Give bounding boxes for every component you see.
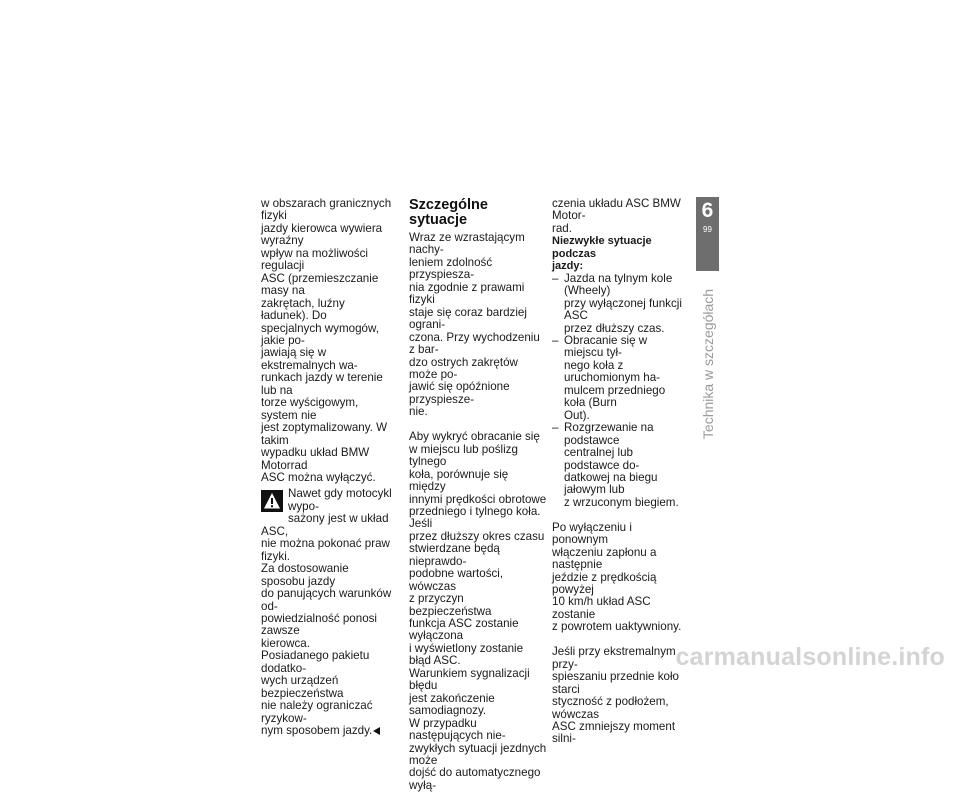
dash-marker: – xyxy=(552,271,559,285)
dash-marker: – xyxy=(552,421,559,435)
text-line: przedniego i tylnego koła. Jeśli xyxy=(409,504,541,531)
paragraph-gap xyxy=(552,509,689,521)
text-line: wpływ na możliwości regulacji xyxy=(261,246,368,273)
situation-list xyxy=(552,273,689,510)
text-line: Jazda na tylnym kole (Wheely) xyxy=(564,271,673,298)
text-line: w miejscu lub poślizg tylnego xyxy=(409,442,518,469)
text-line: Wraz ze wzrastającym nachy- xyxy=(409,231,525,257)
text-line: staje się coraz bardziej ograni- xyxy=(409,305,527,332)
text-line: i wyświetlony zostanie błąd ASC. xyxy=(409,641,524,668)
text-line: spieszaniu przednie koło starci xyxy=(552,670,679,696)
text-line: specjalnych wymogów, jakie po- xyxy=(261,321,379,347)
paragraph xyxy=(409,431,547,792)
subheading xyxy=(552,235,689,272)
paragraph xyxy=(552,646,689,746)
text-line: jawiają się w ekstremalnych wa- xyxy=(261,346,358,372)
text-line: Aby wykryć obracanie się xyxy=(409,430,540,444)
text-line: innymi prędkości obrotowe xyxy=(409,492,547,506)
text-column-3 xyxy=(552,198,689,746)
paragraph xyxy=(552,522,689,634)
text-line: powiedzialność ponosi zawsze xyxy=(261,611,378,638)
text-line: styczność z podłożem, wówczas xyxy=(552,695,669,721)
paragraph xyxy=(409,232,547,419)
section-title: Szczególne sytuacje xyxy=(409,197,488,228)
text-line: jest zoptymalizowany. W takim xyxy=(261,421,388,447)
text-line: dzo ostrych zakrętów może po- xyxy=(409,355,518,381)
text-line: Jeśli przy ekstremalnym przy- xyxy=(552,645,676,671)
intro-paragraph xyxy=(261,198,395,484)
text-line: Po wyłączeniu i ponownym xyxy=(552,520,632,547)
text-line: dojść do automatycznego wyłą- xyxy=(409,766,541,792)
page-number: 99 xyxy=(703,225,712,234)
list-item xyxy=(552,335,689,422)
text-line: runkach jazdy w terenie lub na xyxy=(261,371,383,397)
text-line: jawić się opóźnione przyspiesze- xyxy=(409,380,510,406)
text-line-last xyxy=(261,725,395,737)
list-item xyxy=(552,273,689,335)
text-line: z wrzuconym biegiem. xyxy=(564,495,679,509)
text-line: mulcem przedniego koła (Burn xyxy=(564,383,666,410)
text-line: kierowca. xyxy=(261,636,310,650)
text-line: Posiadanego pakietu dodatko- xyxy=(261,649,370,675)
text-line: 10 km/h układ ASC zostanie xyxy=(552,595,651,621)
text-line: przy wyłączonej funkcji ASC xyxy=(564,296,682,323)
text-line: stwierdzane będą nieprawdo- xyxy=(409,542,500,568)
text-line: zakrętach, luźny ładunek). Do xyxy=(261,296,345,323)
text-line: jeździe z prędkością powyżej xyxy=(552,570,657,597)
text-line: Out). xyxy=(564,408,590,422)
text-line: podobne wartości, wówczas xyxy=(409,567,504,593)
warning-notice xyxy=(261,488,395,737)
text-line: Niezwykłe sytuacje podczas xyxy=(552,235,652,260)
text-line: funkcja ASC zostanie wyłączona xyxy=(409,617,519,643)
text-line: leniem zdolność przyspiesza- xyxy=(409,255,493,282)
text-column-1 xyxy=(261,198,395,737)
text-line: wypadku układ BMW Motorrad xyxy=(261,446,370,472)
text-line: W przypadku następujących nie- xyxy=(409,716,506,743)
text-column-2 xyxy=(409,198,547,792)
text-line: Obracanie się w miejscu tył- xyxy=(564,333,648,360)
text-line: Za dostosowanie sposobu jazdy xyxy=(261,562,349,588)
text-line: do panujących warunków od- xyxy=(261,587,392,613)
watermark: carmanualsonline.info xyxy=(675,643,945,671)
text-line: czona. Przy wychodzeniu z bar- xyxy=(409,330,540,357)
text-line: nie można pokonać praw fizyki. xyxy=(261,537,390,563)
text-line: czenia układu ASC BMW Motor- xyxy=(552,197,681,223)
chapter-tab xyxy=(696,197,719,271)
text-line: koła, porównuje się między xyxy=(409,467,509,494)
text-line: Rozgrzewanie na podstawce xyxy=(564,421,654,447)
text-line: datkowej na biegu jałowym lub xyxy=(564,470,658,497)
end-marker-icon xyxy=(373,727,380,735)
text-line: torze wyścigowym, system nie xyxy=(261,396,359,422)
text-line: ASC można wyłączyć. xyxy=(261,470,376,484)
text-line: jazdy: xyxy=(552,260,584,273)
warning-triangle-icon xyxy=(261,490,283,512)
text-line: w obszarach granicznych fizyki xyxy=(261,197,392,223)
text-line: rad. xyxy=(552,221,572,235)
text-line: wych urządzeń bezpieczeństwa xyxy=(261,674,344,700)
text-line: z powrotem uaktywniony. xyxy=(552,620,682,634)
text-line: nie należy ograniczać ryzykow- xyxy=(261,699,373,725)
chapter-title: Technika w szczegółach xyxy=(700,288,716,440)
text-line: przez dłuższy okres czasu xyxy=(409,529,545,543)
text-line: zwykłych sytuacji jezdnych może xyxy=(409,741,547,768)
text-line: sażony jest w układ ASC, xyxy=(261,512,389,538)
text-line: centralnej lub podstawce do- xyxy=(564,446,640,472)
text-line: Warunkiem sygnalizacji błędu xyxy=(409,666,530,693)
text-line: Nawet gdy motocykl wypo- xyxy=(288,487,392,513)
text-line: ASC zmniejszy moment silni- xyxy=(552,720,676,746)
text-line: przez dłuższy czas. xyxy=(564,321,665,335)
dash-marker: – xyxy=(552,333,559,347)
paragraph xyxy=(552,198,689,235)
text-line: nie. xyxy=(409,405,428,419)
chapter-number: 6 xyxy=(701,199,714,222)
list-item xyxy=(552,422,689,509)
text-line: nego koła z uruchomionym ha- xyxy=(564,358,661,385)
text-line: włączeniu zapłonu a następnie xyxy=(552,545,657,572)
text-line: jazdy kierowca wywiera wyraźny xyxy=(261,221,383,248)
text-line: jest zakończenie samodiagnozy. xyxy=(409,691,495,718)
text-line: ASC (przemieszczanie masy na xyxy=(261,271,379,298)
text-line: nia zgodnie z prawami fizyki xyxy=(409,280,525,307)
text-line: nym sposobem jazdy. xyxy=(261,724,373,738)
text-line: z przyczyn bezpieczeństwa xyxy=(409,592,492,618)
